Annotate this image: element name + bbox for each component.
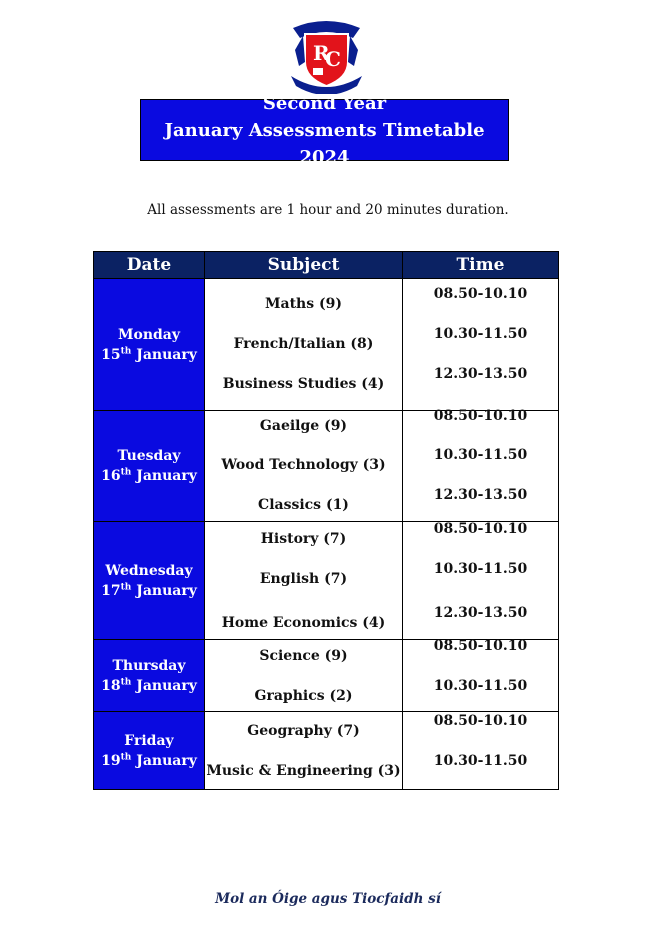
table-row	[94, 522, 559, 640]
subject-entry: Music & Engineering (3)	[206, 763, 401, 779]
subjects-cell	[205, 411, 403, 522]
day-date	[94, 751, 204, 771]
day-name: Wednesday	[105, 562, 193, 579]
time-entry: 08.50-10.10	[433, 713, 528, 729]
svg-text:C: C	[325, 47, 341, 71]
month-name: January	[136, 346, 197, 363]
day-date	[94, 676, 204, 696]
subject-entry: Maths (9)	[265, 296, 342, 312]
day-number: 16	[101, 468, 121, 484]
date-cell	[94, 712, 205, 790]
day-number: 18	[101, 677, 121, 694]
day-name: Tuesday	[117, 448, 181, 464]
day-number: 19	[101, 752, 121, 769]
timetable-body	[94, 279, 559, 790]
day-suffix: th	[120, 467, 132, 478]
month-name: January	[136, 677, 197, 694]
month-name: January	[136, 752, 197, 769]
svg-text:R: R	[313, 41, 330, 65]
subject-entry: Geography (7)	[247, 723, 360, 739]
title-line-1: Second Year	[262, 92, 387, 114]
time-entry: 10.30-11.50	[433, 678, 528, 694]
day-name: Thursday	[112, 657, 186, 674]
footer-motto: Mol an Óige agus Tiocfaidh sí	[215, 891, 441, 907]
subjects-cell	[205, 640, 403, 712]
times-cell	[403, 522, 559, 640]
day-date	[94, 466, 204, 486]
time-entry: 08.50-10.10	[433, 521, 528, 537]
day-suffix: th	[120, 676, 132, 687]
table-row	[94, 712, 559, 790]
subject-entry: Business Studies (4)	[222, 376, 385, 392]
time-entry: 12.30-13.50	[433, 487, 528, 503]
subject-entry: History (7)	[260, 531, 347, 547]
times-cell	[403, 408, 559, 522]
times-cell	[403, 640, 559, 712]
date-cell	[94, 279, 205, 411]
table-row	[94, 640, 559, 712]
subject-entry: Home Economics (4)	[221, 615, 386, 631]
subject-entry: Wood Technology (3)	[221, 457, 386, 473]
table-header-row	[94, 252, 559, 279]
date-cell	[94, 522, 205, 640]
subject-entry: English (7)	[259, 571, 348, 587]
time-entry: 08.50-10.10	[433, 408, 528, 424]
school-crest-logo	[289, 16, 364, 94]
subject-entry: Classics (1)	[258, 497, 349, 513]
day-suffix: th	[120, 581, 132, 592]
subjects-cell	[205, 279, 403, 411]
subjects-cell	[205, 712, 403, 790]
day-suffix: th	[120, 751, 132, 762]
date-cell	[94, 640, 205, 712]
timetable	[93, 251, 559, 790]
day-date	[94, 581, 204, 601]
day-date	[94, 345, 204, 365]
subjects-cell	[205, 522, 403, 640]
time-entry: 10.30-11.50	[433, 326, 528, 342]
month-name: January	[136, 582, 197, 599]
day-name: Monday	[117, 326, 180, 343]
table-row	[94, 411, 559, 522]
times-cell	[403, 712, 559, 790]
time-entry: 12.30-13.50	[433, 605, 528, 621]
day-number: 17	[101, 582, 121, 599]
subject-entry: Science (9)	[259, 648, 348, 664]
header-date: Date	[94, 252, 205, 279]
title-banner	[140, 92, 509, 168]
time-entry: 08.50-10.10	[433, 286, 528, 302]
day-suffix: th	[120, 345, 132, 356]
time-entry: 10.30-11.50	[433, 753, 528, 769]
subject-entry: French/Italian (8)	[233, 336, 374, 352]
header-time: Time	[403, 252, 559, 279]
duration-note: All assessments are 1 hour and 20 minutes duration.	[147, 202, 509, 218]
time-entry: 10.30-11.50	[433, 447, 528, 463]
month-name: January	[136, 468, 197, 484]
title-line-2: January Assessments Timetable 2024	[164, 119, 485, 168]
time-entry: 10.30-11.50	[433, 561, 528, 577]
day-name: Friday	[124, 732, 174, 749]
day-number: 15	[101, 346, 121, 363]
subject-entry: Graphics (2)	[254, 688, 353, 704]
time-entry: 08.50-10.10	[433, 638, 528, 654]
time-entry: 12.30-13.50	[433, 366, 528, 382]
header-subject: Subject	[205, 252, 403, 279]
table-row	[94, 279, 559, 411]
subject-entry: Gaeilge (9)	[259, 418, 348, 434]
date-cell	[94, 411, 205, 522]
times-cell	[403, 279, 559, 411]
